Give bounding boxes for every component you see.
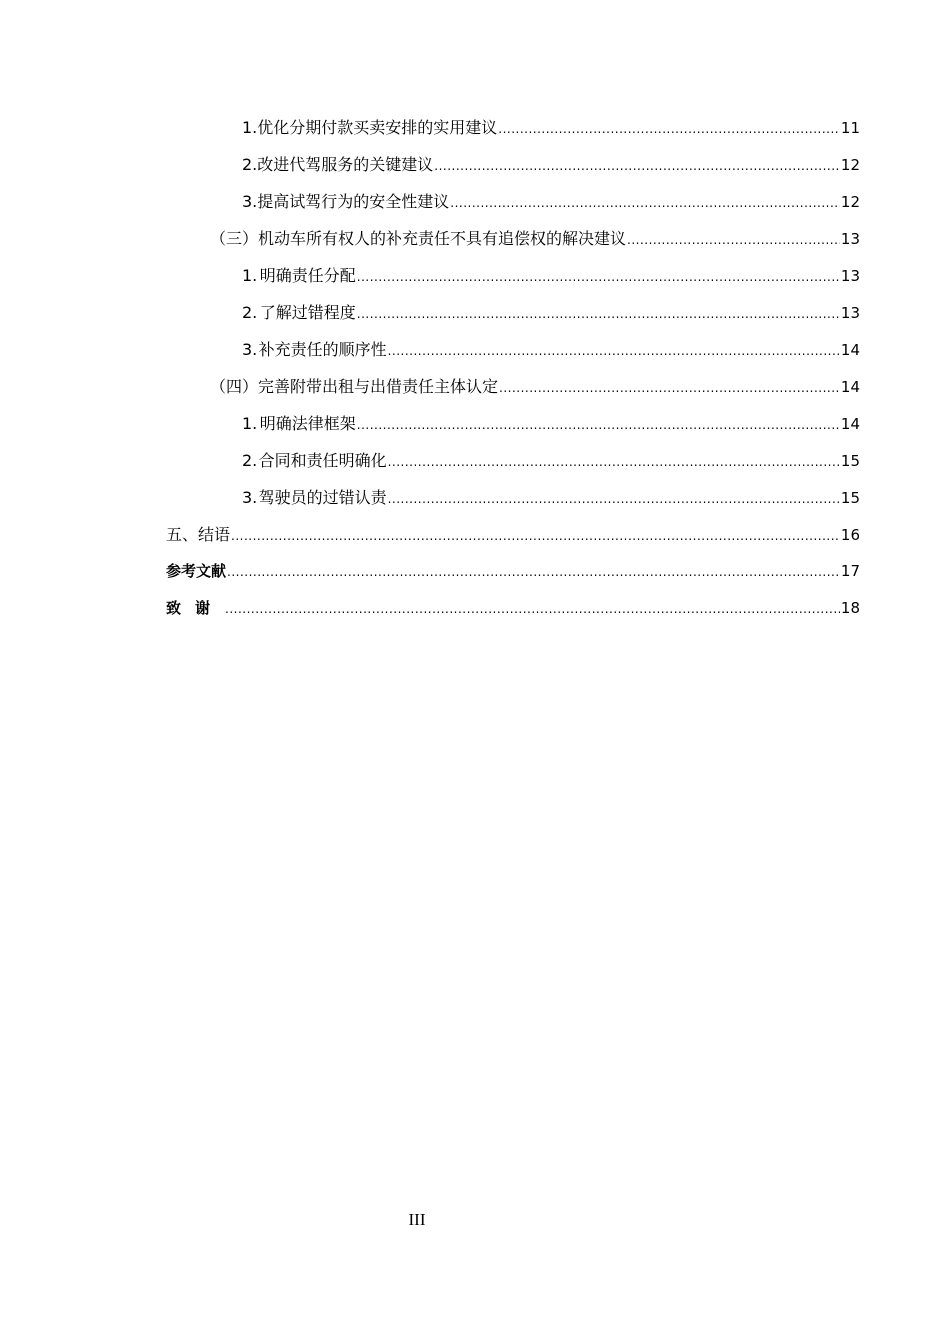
toc-entry-number: 3. xyxy=(242,488,258,507)
toc-entry-number: 1. xyxy=(242,118,258,137)
table-of-contents xyxy=(166,109,860,627)
toc-entry-page: 13 xyxy=(840,267,860,285)
toc-entry-title: 完善附带出租与出借责任主体认定 xyxy=(258,377,499,396)
toc-entry-page: 15 xyxy=(840,452,860,470)
toc-entry[interactable] xyxy=(166,368,860,405)
toc-entry-page: 12 xyxy=(840,156,860,174)
toc-entry-number: 五、 xyxy=(166,525,199,544)
toc-entry[interactable] xyxy=(166,146,860,183)
toc-entry-number: 2. xyxy=(242,155,258,174)
toc-entry-number: （三） xyxy=(210,229,259,248)
toc-entry-title: 结语 xyxy=(198,525,231,544)
toc-entry-title: 补充责任的顺序性 xyxy=(258,340,387,359)
toc-entry-page: 15 xyxy=(840,489,860,507)
toc-entry-page: 18 xyxy=(840,599,860,617)
dot-leader xyxy=(627,222,840,259)
dot-leader xyxy=(450,185,840,222)
toc-entry[interactable] xyxy=(166,479,860,516)
toc-entry-title: 优化分期付款买卖安排的实用建议 xyxy=(257,118,498,137)
toc-entry[interactable] xyxy=(166,590,860,627)
toc-entry[interactable] xyxy=(166,183,860,220)
toc-entry-number: 1. xyxy=(242,266,258,285)
toc-entry[interactable] xyxy=(166,257,860,294)
toc-entry-number: 3. xyxy=(242,192,258,211)
toc-entry[interactable] xyxy=(166,516,860,553)
toc-entry[interactable] xyxy=(166,442,860,479)
toc-entry-page: 14 xyxy=(840,415,860,433)
toc-entry-page: 17 xyxy=(840,562,860,580)
dot-leader xyxy=(499,370,840,407)
dot-leader xyxy=(227,554,840,591)
toc-entry[interactable] xyxy=(166,109,860,146)
toc-entry-number: 3. xyxy=(242,340,258,359)
toc-entry-page: 14 xyxy=(840,341,860,359)
toc-entry-title: 机动车所有权人的补充责任不具有追偿权的解决建议 xyxy=(258,229,627,248)
dot-leader xyxy=(434,148,840,185)
toc-entry-page: 12 xyxy=(840,193,860,211)
toc-entry-title: 明确法律框架 xyxy=(259,414,356,433)
dot-leader xyxy=(357,407,840,444)
toc-entry-title: 驾驶员的过错认责 xyxy=(258,488,387,507)
dot-leader xyxy=(498,111,840,148)
toc-entry-page: 11 xyxy=(840,119,860,137)
toc-entry[interactable] xyxy=(166,220,860,257)
toc-entry-title: 明确责任分配 xyxy=(259,266,356,285)
toc-entry[interactable] xyxy=(166,294,860,331)
toc-entry-page: 14 xyxy=(840,378,860,396)
dot-leader xyxy=(388,481,840,518)
toc-entry-number: 2. xyxy=(242,303,258,322)
toc-entry-number: 1. xyxy=(242,414,258,433)
toc-entry-title: 提高试驾行为的安全性建议 xyxy=(257,192,450,211)
toc-entry-title: 致谢 xyxy=(166,599,225,617)
toc-entry-title: 合同和责任明确化 xyxy=(258,451,387,470)
toc-entry[interactable] xyxy=(166,405,860,442)
toc-entry[interactable] xyxy=(166,553,860,590)
page-number: III xyxy=(408,1210,426,1229)
dot-leader xyxy=(231,518,840,555)
toc-entry-title: 了解过错程度 xyxy=(259,303,356,322)
toc-entry-page: 13 xyxy=(840,304,860,322)
toc-entry[interactable] xyxy=(166,331,860,368)
toc-entry-title: 参考文献 xyxy=(166,562,227,580)
toc-entry-title: 改进代驾服务的关键建议 xyxy=(257,155,434,174)
dot-leader xyxy=(357,259,840,296)
toc-entry-page: 13 xyxy=(840,230,860,248)
dot-leader xyxy=(225,591,840,628)
dot-leader xyxy=(388,333,840,370)
dot-leader xyxy=(357,296,840,333)
dot-leader xyxy=(388,444,840,481)
toc-entry-number: 2. xyxy=(242,451,258,470)
toc-entry-page: 16 xyxy=(840,526,860,544)
toc-entry-number: （四） xyxy=(210,377,259,396)
